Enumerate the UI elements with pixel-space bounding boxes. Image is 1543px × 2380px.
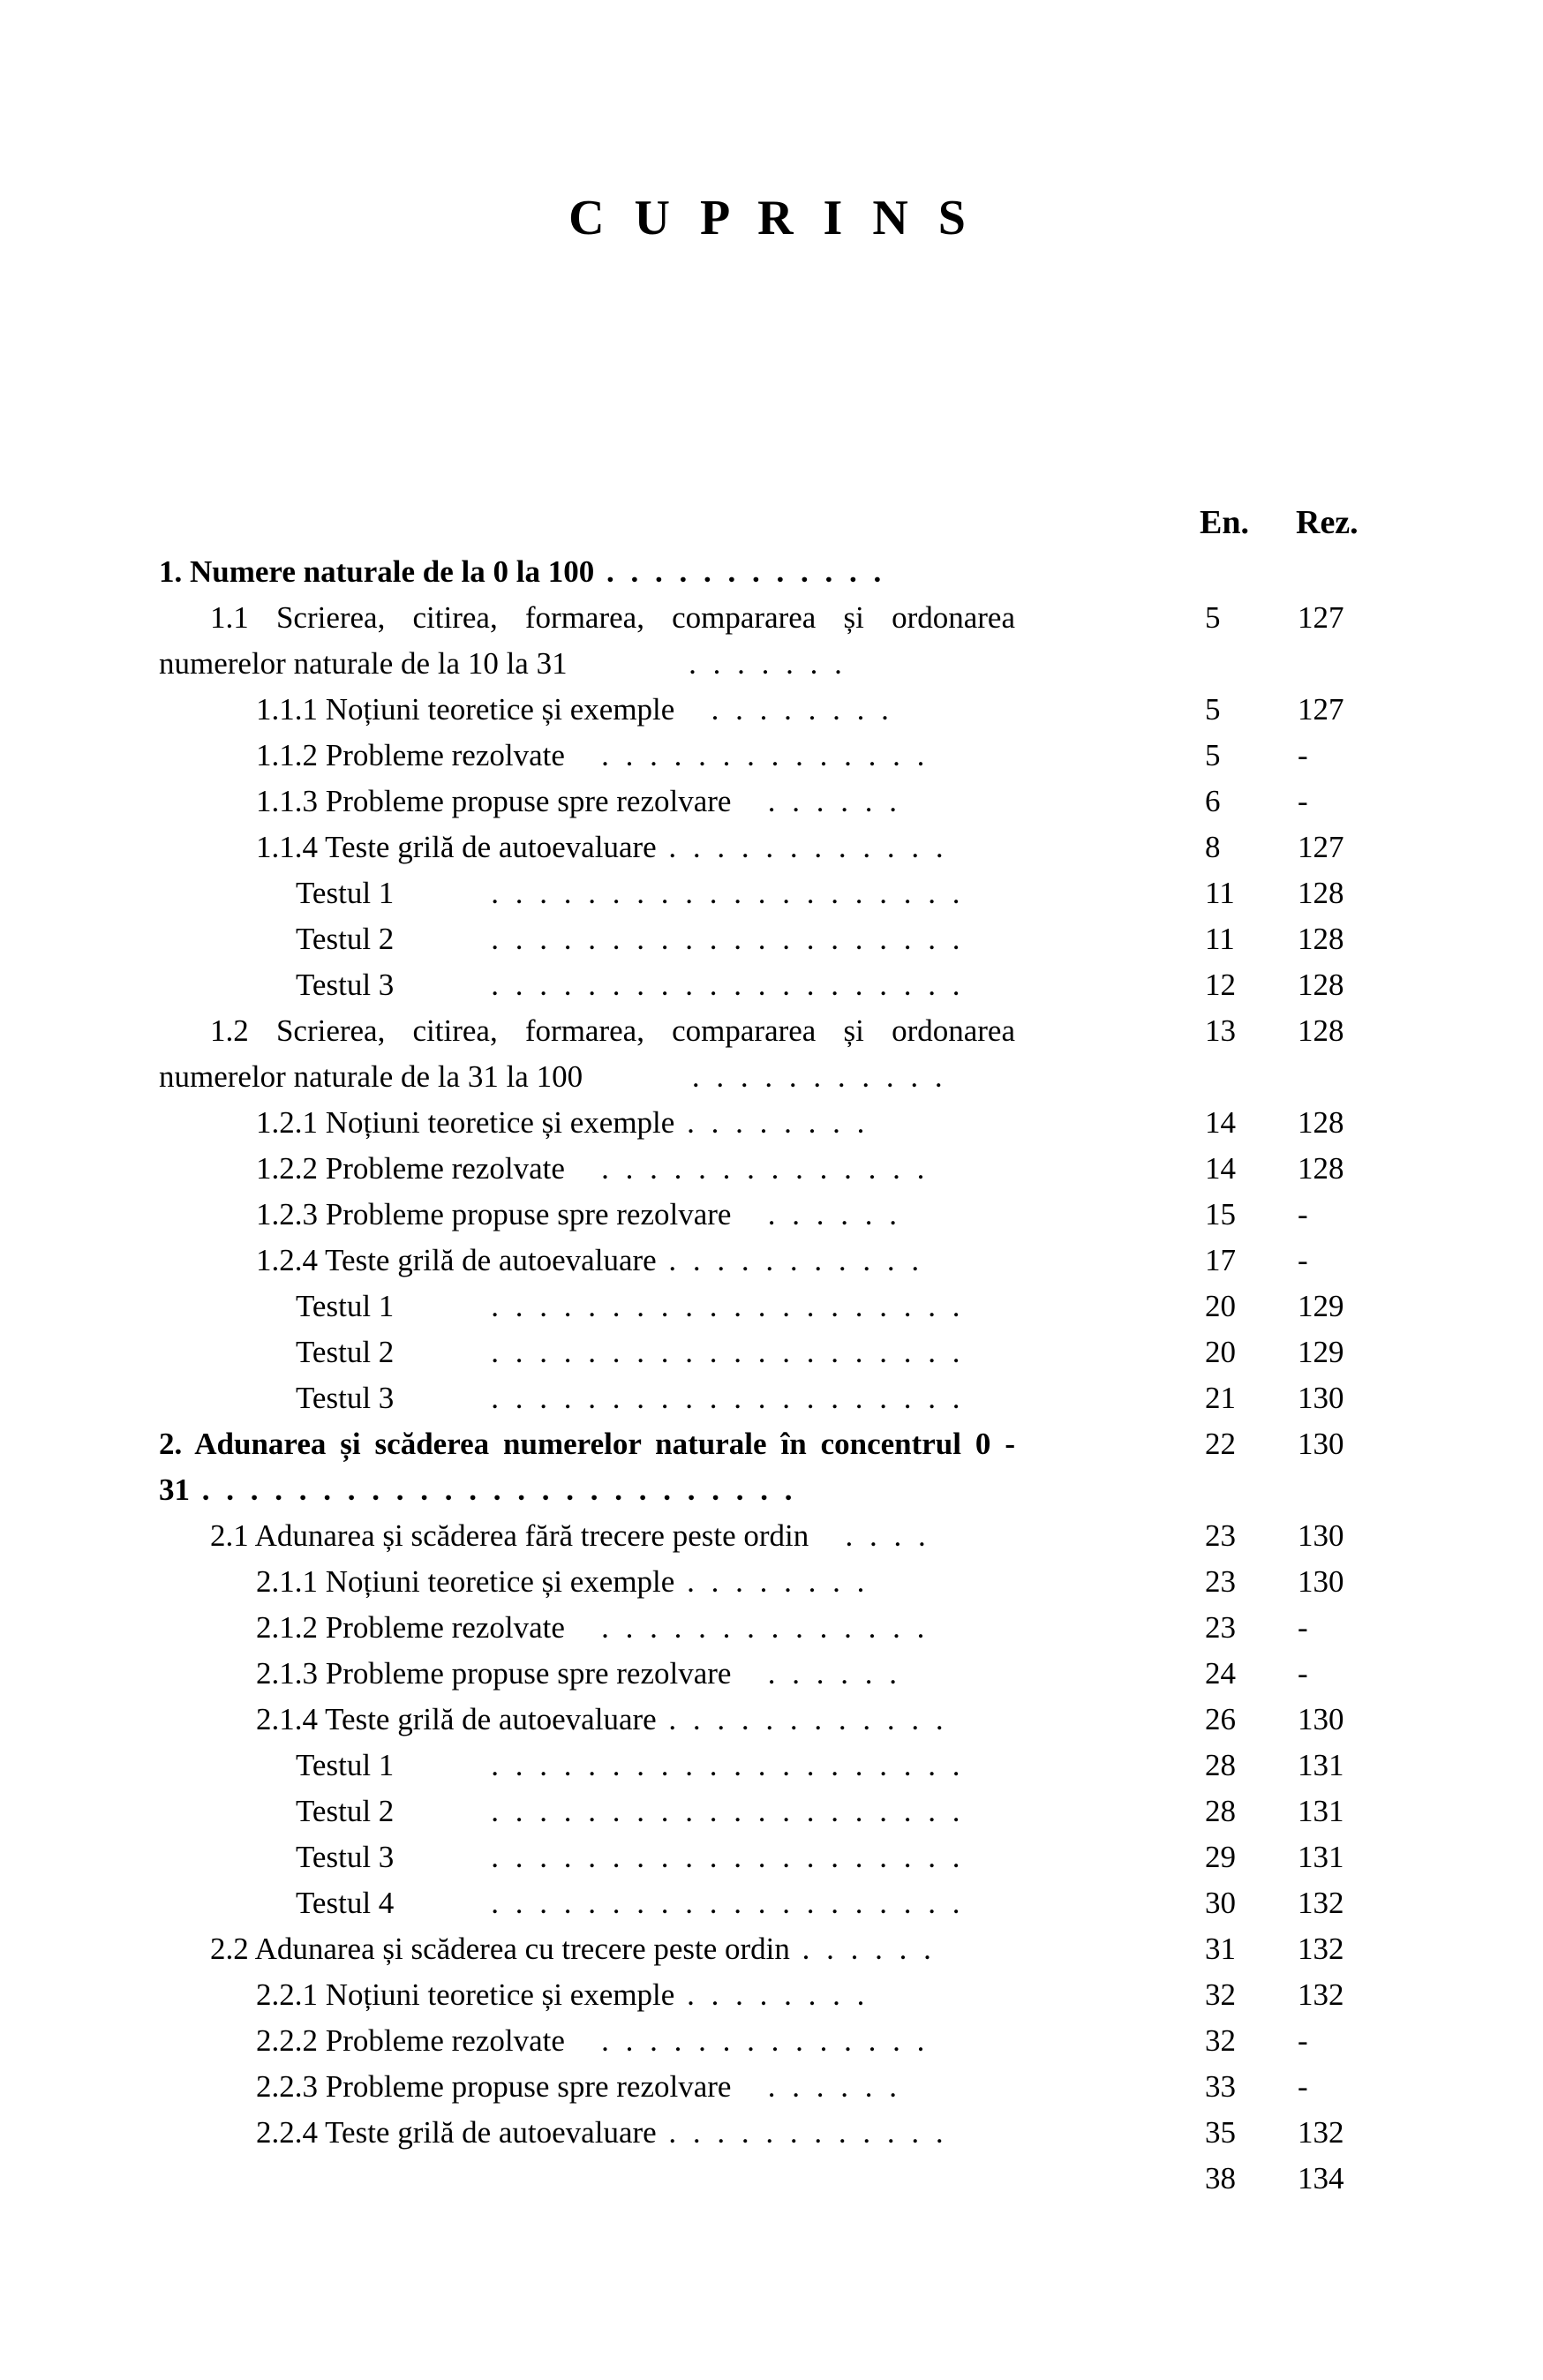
toc-entry-label: 1.1.1 Noțiuni teoretice și exemple . . . . . . . . [256, 692, 893, 727]
toc-entry-page-rez: - [1298, 784, 1308, 818]
toc-entry-page-rez: 128 [1298, 1013, 1344, 1048]
toc-entry-label: 2.2 Adunarea și scăderea cu trecere peste ordin . . . . . . [210, 1932, 936, 1966]
toc-entry[interactable] [159, 962, 1386, 1048]
toc-entry-label: 2. Adunarea și scăderea numerelor naturale în concentrul 0 - 31 . . . . . . . . . . . . . . . . . . . . . . . . . [159, 1427, 1015, 1507]
toc-entry-label: Testul 3 . . . . . . . . . . . . . . . . . . . . [296, 1381, 965, 1415]
toc-entry-page-en: 12 [1205, 968, 1236, 1002]
toc-entry-page-rez: 129 [1298, 1335, 1344, 1369]
toc-entry[interactable] [159, 2110, 1386, 2195]
toc-leader-dots: . . . . . . . . . . . . . . . . . . . . [394, 922, 965, 956]
toc-entry-page-en: 23 [1205, 1564, 1236, 1599]
toc-leader-dots: . . . . . . . . . . . . . . . . . . . . [394, 968, 965, 1002]
toc-entry-page-en: 20 [1205, 1335, 1236, 1369]
toc-entry-page-rez: 128 [1298, 876, 1344, 910]
toc-entry-page-en: 30 [1205, 1886, 1236, 1920]
toc-entry-page-rez: 129 [1298, 1289, 1344, 1323]
column-header-rez: Rez. [1296, 504, 1359, 541]
toc-entry-label: Testul 2 . . . . . . . . . . . . . . . . . . . . [296, 1335, 965, 1369]
toc-entry-page-rez: 132 [1298, 1977, 1344, 2012]
toc-leader-dots: . . . . . . . . [674, 692, 893, 727]
toc-entry-page-rez: 132 [1298, 1932, 1344, 1966]
toc-entry-page-rez: 130 [1298, 1564, 1344, 1599]
toc-entry-page-en: 15 [1205, 1197, 1236, 1231]
toc-entry-label: 1. Numere naturale de la 0 la 100 . . . . . . . . . . . . [159, 554, 886, 589]
toc-entry-page-en: 21 [1205, 1381, 1236, 1415]
toc-entry-label: 2.2.2 Probleme rezolvate . . . . . . . . . . . . . . [256, 2023, 930, 2058]
toc-leader-dots: . . . . . . [731, 2069, 901, 2104]
toc-entry-page-rez: - [1298, 1197, 1308, 1231]
toc-entry-page-en: 23 [1205, 1518, 1236, 1553]
toc-entry-page-rez: 128 [1298, 1151, 1344, 1186]
toc-entry-page-rez: 130 [1298, 1381, 1344, 1415]
toc-entry-page-en: 26 [1205, 1702, 1236, 1736]
toc-leader-dots: . . . . . . . . . . . . . . [564, 1151, 930, 1186]
toc-leader-dots: . . . . . . . . . . . . . . . . . . . . [394, 1840, 965, 1874]
toc-entry-page-en: 29 [1205, 1840, 1236, 1874]
toc-entry-label: 1.1.4 Teste grilă de autoevaluare . . . . . . . . . . . . [256, 830, 948, 864]
toc-entry-page-en: 5 [1205, 600, 1221, 635]
toc-entry-page-rez: 132 [1298, 2115, 1344, 2150]
toc-entry-page-en: 11 [1205, 876, 1235, 910]
toc-entry-page-en: 33 [1205, 2069, 1236, 2104]
toc-leader-dots: . . . . . . . . . . . . . . . . . . . . [394, 1289, 965, 1323]
toc-entry[interactable] [159, 549, 1386, 635]
toc-leader-dots: . . . . . . . . . . . . . . . . . . . . [394, 1794, 965, 1828]
toc-leader-dots: . . . . . . . . . . . . . . . . . . . . . . . . . [190, 1472, 797, 1507]
toc-leader-dots: . . . . . . . . . . . . . . . . . . . . [394, 876, 965, 910]
toc-entry-page-en: 31 [1205, 1932, 1236, 1966]
toc-entry-label: 2.2.4 Teste grilă de autoevaluare . . . . . . . . . . . . [256, 2115, 948, 2150]
toc-leader-dots: . . . . . . . . . . . . [594, 554, 886, 589]
toc-entry-page-en: 5 [1205, 692, 1221, 727]
toc-leader-dots: . . . . . . . . . . . . . . . . . . . . [394, 1381, 965, 1415]
toc-entry-page-en: 28 [1205, 1794, 1236, 1828]
toc-entry-page-rez: 128 [1298, 1105, 1344, 1140]
toc-column-headers [159, 503, 1386, 544]
toc-entry-page-rez: 127 [1298, 600, 1344, 635]
toc-entry-label: 1.1.2 Probleme rezolvate . . . . . . . . . . . . . . [256, 738, 930, 772]
toc-entry-page-en: 17 [1205, 1243, 1236, 1277]
toc-leader-dots: . . . . . . . . . . . [583, 1059, 947, 1094]
toc-entry-page-en: 35 [1205, 2115, 1236, 2150]
toc-leader-dots: . . . . . . . . [674, 1977, 869, 2012]
toc-leader-dots: . . . . . . . [567, 646, 847, 681]
toc-entry-label: 2.2.3 Probleme propuse spre rezolvare . . . . . . [256, 2069, 901, 2104]
toc-leader-dots: . . . . . . . . . . . . . . . . . . . . [394, 1335, 965, 1369]
toc-leader-dots: . . . . . . . . . . . . . . . . . . . . [394, 1886, 965, 1920]
toc-entry-page-rez: - [1298, 1656, 1308, 1691]
toc-leader-dots: . . . . . . . . . . . . [656, 2115, 948, 2150]
toc-entry-page-en: 8 [1205, 830, 1221, 864]
toc-entry-page-rez: 132 [1298, 1886, 1344, 1920]
toc-leader-dots: . . . . . . [731, 1656, 901, 1691]
toc-entry-page-en: 38 [1205, 2161, 1236, 2195]
toc-entry-page-rez: - [1298, 1243, 1308, 1277]
toc-entry-page-rez: 134 [1298, 2161, 1344, 2195]
toc-entry-page-en: 32 [1205, 2023, 1236, 2058]
toc-leader-dots: . . . . . . [789, 1932, 936, 1966]
toc-entry-page-en: 23 [1205, 1610, 1236, 1645]
toc-leader-dots: . . . . . . . . . . . . . . [564, 738, 930, 772]
toc-leader-dots: . . . . . . . . . . . [656, 1243, 924, 1277]
toc-entry-page-en: 24 [1205, 1656, 1236, 1691]
toc-entry-label: 1.1 Scrierea, citirea, formarea, compararea și ordonarea numerelor naturale de la 10 la 31 . . . . . . . [159, 600, 1015, 681]
toc-leader-dots: . . . . . . . . . . . . . . [564, 1610, 930, 1645]
toc-entry-label: Testul 1 . . . . . . . . . . . . . . . . . . . . [296, 1289, 965, 1323]
toc-leader-dots: . . . . . . [731, 784, 901, 818]
toc-leader-dots: . . . . . . . . [674, 1564, 869, 1599]
toc-entry-page-en: 11 [1205, 922, 1235, 956]
toc-leader-dots: . . . . . . [731, 1197, 901, 1231]
toc-entry-page-en: 6 [1205, 784, 1221, 818]
toc-entry-page-rez: 127 [1298, 692, 1344, 727]
document-page [0, 190, 1543, 2380]
toc-entry-label: Testul 1 . . . . . . . . . . . . . . . . . . . . [296, 876, 965, 910]
toc-entry-label: 2.2.1 Noțiuni teoretice și exemple . . . . . . . . [256, 1977, 869, 2012]
toc-entry-label: 2.1 Adunarea și scăderea fără trecere peste ordin . . . . [210, 1518, 930, 1553]
toc-entry-page-rez: 131 [1298, 1840, 1344, 1874]
toc-leader-dots: . . . . . . . . . . . . [656, 1702, 948, 1736]
toc-leader-dots: . . . . . . . . . . . . . . . . . . . . [394, 1748, 965, 1782]
toc-entry-label: Testul 1 . . . . . . . . . . . . . . . . . . . . [296, 1748, 965, 1782]
toc-entry-page-rez: 131 [1298, 1794, 1344, 1828]
toc-entry-page-en: 13 [1205, 1013, 1236, 1048]
toc-entry-label: 1.2 Scrierea, citirea, formarea, compararea și ordonarea numerelor naturale de la 31 la 100 . . . . . . . . . . . [159, 1013, 1015, 1094]
toc-entry-page-en: 32 [1205, 1977, 1236, 2012]
toc-leader-dots: . . . . . . . . . . . . . . [564, 2023, 930, 2058]
toc-entry-page-rez: - [1298, 738, 1308, 772]
toc-entry-page-en: 28 [1205, 1748, 1236, 1782]
toc-leader-dots: . . . . . . . . [674, 1105, 869, 1140]
toc-entry-label: 2.1.3 Probleme propuse spre rezolvare . . . . . . [256, 1656, 901, 1691]
toc-entry-label: 1.2.1 Noțiuni teoretice și exemple . . . . . . . . [256, 1105, 869, 1140]
toc-entry-label: 1.1.3 Probleme propuse spre rezolvare . . . . . . [256, 784, 901, 818]
toc-entry-label: Testul 3 . . . . . . . . . . . . . . . . . . . . [296, 968, 965, 1002]
toc-entry-label: 1.2.3 Probleme propuse spre rezolvare . . . . . . [256, 1197, 901, 1231]
toc-entry-page-rez: 128 [1298, 922, 1344, 956]
toc-entry-label: Testul 3 . . . . . . . . . . . . . . . . . . . . [296, 1840, 965, 1874]
page-title: C U P R I N S [568, 191, 975, 245]
toc-entry-list [159, 549, 1386, 2195]
toc-entry-page-en: 22 [1205, 1427, 1236, 1461]
toc-entry-page-rez: 130 [1298, 1427, 1344, 1461]
toc-entry-page-rez: 130 [1298, 1518, 1344, 1553]
toc-entry-page-en: 14 [1205, 1151, 1236, 1186]
table-of-contents [159, 503, 1386, 2195]
toc-entry-page-rez: - [1298, 1610, 1308, 1645]
toc-entry-page-rez: 128 [1298, 968, 1344, 1002]
toc-entry-page-rez: - [1298, 2023, 1308, 2058]
toc-entry-page-rez: 130 [1298, 1702, 1344, 1736]
toc-entry-label: Testul 4 . . . . . . . . . . . . . . . . . . . . [296, 1886, 965, 1920]
toc-entry-page-rez: - [1298, 2069, 1308, 2104]
toc-entry-page-rez: 131 [1298, 1748, 1344, 1782]
toc-entry-label: 1.2.4 Teste grilă de autoevaluare . . . . . . . . . . . [256, 1243, 924, 1277]
toc-entry-label: Testul 2 . . . . . . . . . . . . . . . . . . . . [296, 922, 965, 956]
toc-entry[interactable] [159, 1375, 1386, 1461]
column-header-en: En. [1200, 504, 1249, 541]
toc-entry-page-rez: 127 [1298, 830, 1344, 864]
toc-leader-dots: . . . . . . . . . . . . [656, 830, 948, 864]
toc-entry-page-en: 5 [1205, 738, 1221, 772]
toc-entry-label: 2.1.1 Noțiuni teoretice și exemple . . . . . . . . [256, 1564, 869, 1599]
toc-entry-label: 2.1.4 Teste grilă de autoevaluare . . . . . . . . . . . . [256, 1702, 948, 1736]
toc-entry-label: Testul 2 . . . . . . . . . . . . . . . . . . . . [296, 1794, 965, 1828]
toc-entry-label: 2.1.2 Probleme rezolvate . . . . . . . . . . . . . . [256, 1610, 930, 1645]
toc-entry-page-en: 20 [1205, 1289, 1236, 1323]
toc-entry-label: 1.2.2 Probleme rezolvate . . . . . . . . . . . . . . [256, 1151, 930, 1186]
toc-leader-dots: . . . . [809, 1518, 930, 1553]
toc-entry-page-en: 14 [1205, 1105, 1236, 1140]
